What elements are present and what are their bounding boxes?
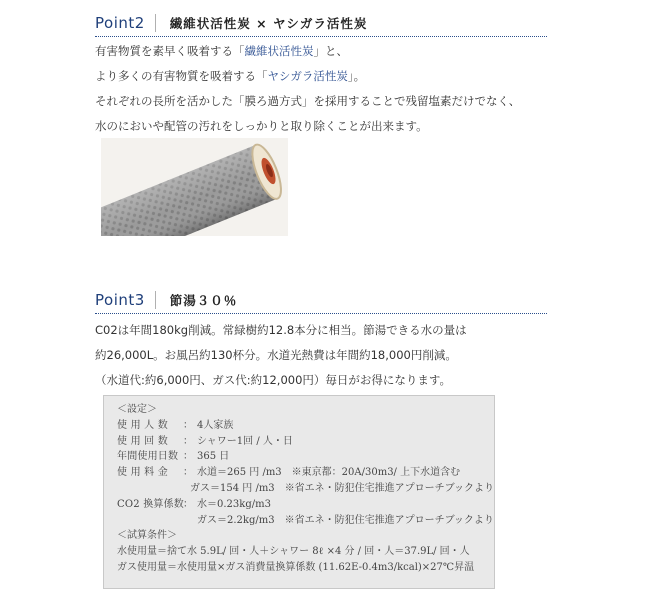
condition-line: 水使用量＝捨て水 5.9L/ 回・人＋シャワー 8ℓ ×4 分 / 回・人＝37.9L/ 回・人 <box>117 546 470 558</box>
settings-row: 使 用 回 数 ： シャワー1回 / 人・日 <box>117 435 293 447</box>
highlight-coconut-carbon: ヤシガラ活性炭 <box>267 69 348 83</box>
point3-header <box>95 287 547 314</box>
settings-heading: ＜設定＞ <box>117 404 157 415</box>
point2-header <box>95 10 547 37</box>
settings-row: 年間使用日数 ： 365 日 <box>117 451 230 463</box>
point3-line-1: C02は年間180kg削減。常緑樹約12.8本分に相当。節湯できる水の量は <box>95 323 467 337</box>
point2-line-1: 有害物質を素早く吸着する「繊維状活性炭」と、 <box>95 44 348 58</box>
settings-row: CO2 換算係数 ： 水＝0.23kg/m3 <box>117 498 271 510</box>
point2-label: Point2 <box>95 14 156 32</box>
point2-title: 繊維状活性炭 × ヤシガラ活性炭 <box>169 16 368 31</box>
point3-title: 節湯３０％ <box>169 293 238 308</box>
point2-section <box>95 10 547 139</box>
highlight-fiber-carbon: 繊維状活性炭 <box>244 44 314 58</box>
filter-cartridge-photo <box>101 138 288 236</box>
settings-row: ガス＝2.2kg/m3 ※省エネ・防犯住宅推進アプローチブックより <box>197 514 494 526</box>
point3-label: Point3 <box>95 291 156 309</box>
conditions-heading: ＜試算条件＞ <box>117 530 177 542</box>
point2-body <box>95 39 547 139</box>
point2-line-4: 水のにおいや配管の汚れをしっかりと取り除くことが出来ます。 <box>95 119 428 133</box>
calculation-box <box>103 395 495 589</box>
point3-line-2: 約26,000L。お風呂約130杯分。水道光熱費は年間約18,000円削減。 <box>95 348 457 362</box>
point3-section <box>95 287 547 393</box>
point2-line-3: それぞれの長所を活かした「膜ろ過方式」を採用することで残留塩素だけでなく、 <box>95 94 521 108</box>
condition-line: ガス使用量＝水使用量×ガス消費量換算係数 (11.62E-0.4m3/kcal)×27℃昇温 <box>117 561 475 573</box>
point3-line-3: （水道代:約6,000円、ガス代:約12,000円）毎日がお得になります。 <box>95 373 451 387</box>
settings-row: ガス＝154 円 /m3 ※省エネ・防犯住宅推進アプローチブックより <box>190 482 494 494</box>
point2-line-2: より多くの有害物質を吸着する「ヤシガラ活性炭」。 <box>95 69 366 83</box>
settings-row: 使 用 料 金 ： 水道＝265 円 /m3 ※東京都：20A/30m3/ 上下水道含む <box>117 467 461 479</box>
settings-row: 使 用 人 数 ： 4人家族 <box>117 419 234 431</box>
point3-body <box>95 318 547 393</box>
